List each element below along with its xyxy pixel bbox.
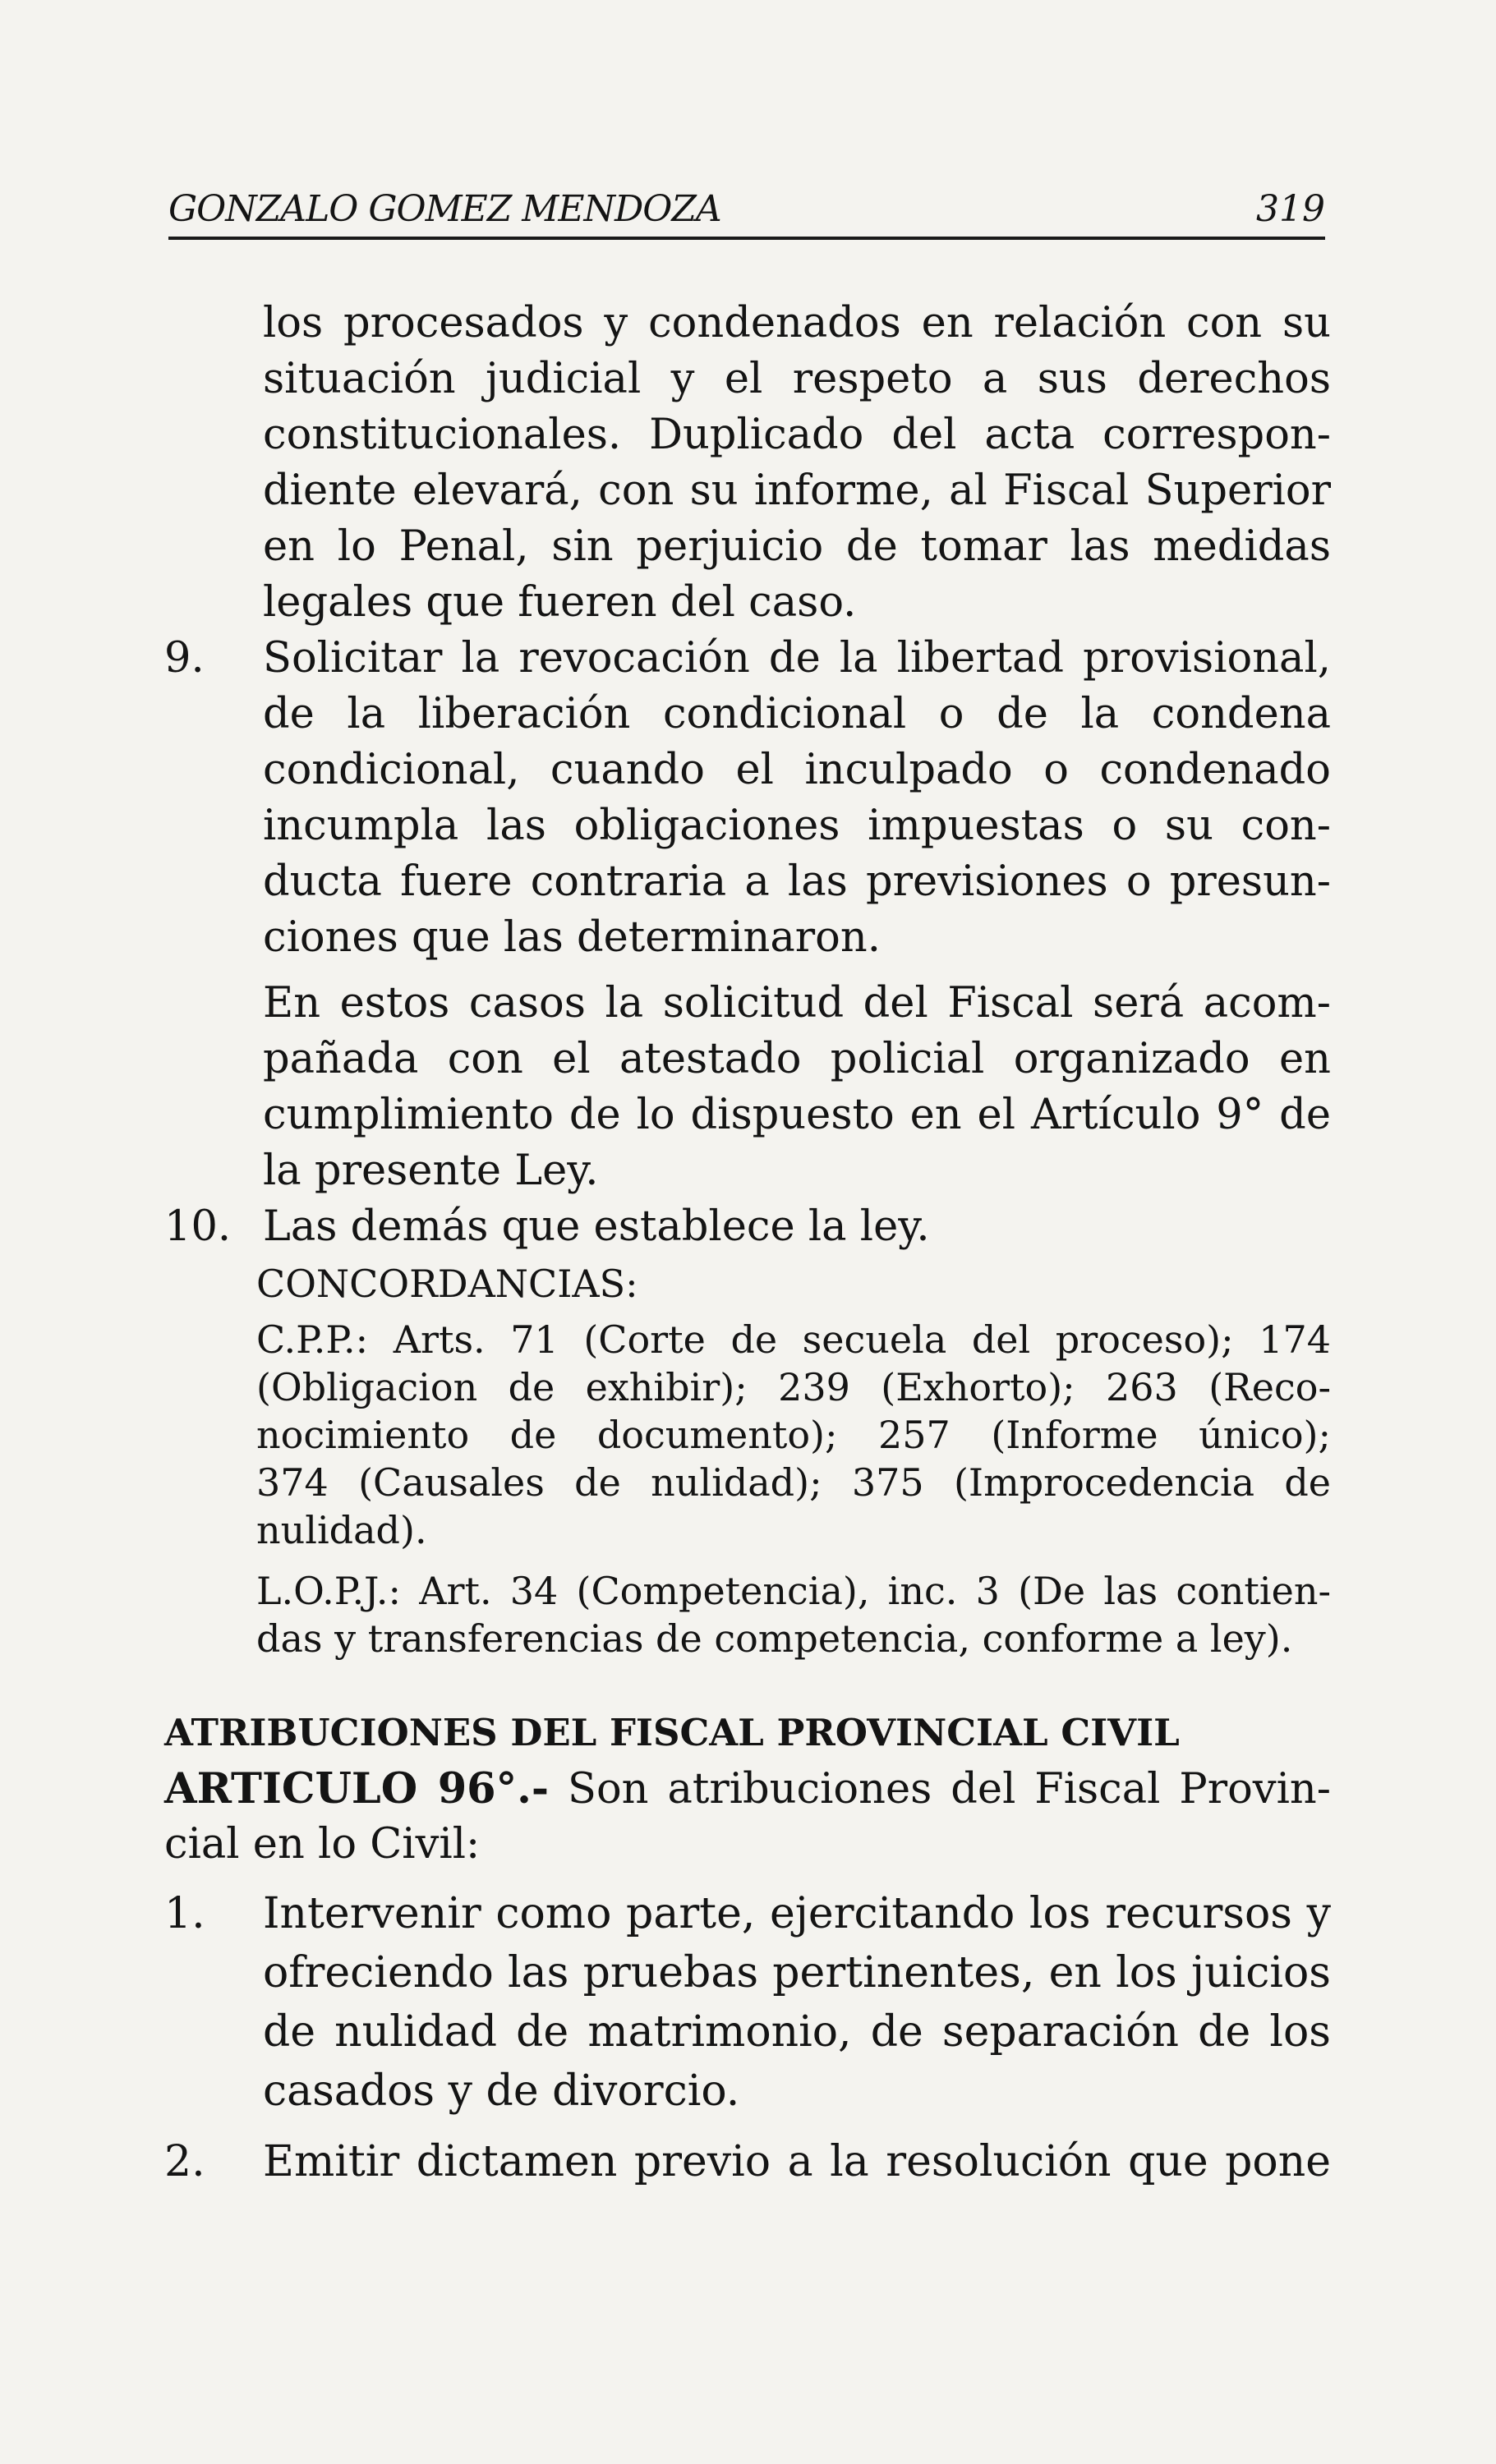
text-line: ducta fuere contraria a las previsiones o presun-: [263, 857, 1331, 906]
header-author: GONZALO GOMEZ MENDOZA: [168, 188, 721, 230]
item-number: 1.: [164, 1889, 205, 1938]
running-header: [168, 179, 1325, 240]
text-line: das y transferencias de competencia, conforme a ley).: [256, 1616, 1293, 1661]
page-body: [164, 296, 1331, 2191]
text-line: de la liberación condicional o de la condena: [263, 690, 1331, 738]
text-line: L.O.P.J.: Art. 34 (Competencia), inc. 3 (De las contien-: [256, 1569, 1331, 1613]
text-line: cial en lo Civil:: [164, 1820, 481, 1869]
text-line: Intervenir como parte, ejercitando los recursos y: [263, 1889, 1331, 1938]
concordancias-title: CONCORDANCIAS:: [256, 1262, 638, 1306]
text-line: ciones que las determinaron.: [263, 913, 881, 962]
text-line: C.P.P.: Arts. 71 (Corte de secuela del proceso); 174: [256, 1317, 1331, 1362]
text-line: pañada con el atestado policial organizado en: [263, 1035, 1331, 1083]
text-line: nulidad).: [256, 1508, 427, 1552]
article-text: Son atribuciones del Fiscal Provin-: [549, 1765, 1331, 1814]
text-line: de nulidad de matrimonio, de separación de los: [263, 2007, 1331, 2057]
list-item-10: [164, 1199, 1331, 1255]
text-line: 374 (Causales de nulidad); 375 (Improcedencia de: [256, 1460, 1331, 1505]
civil-item-2: [164, 2132, 1331, 2191]
item-number: 2.: [164, 2137, 205, 2186]
text-line: los procesados y condenados en relación con su: [263, 299, 1331, 347]
text-line: cumplimiento de lo dispuesto en el Artículo 9° de: [263, 1091, 1331, 1139]
text-line: incumpla las obligaciones impuestas o su con-: [263, 802, 1331, 850]
text-line: constitucionales. Duplicado del acta correspon-: [263, 411, 1331, 459]
article-label: ARTICULO 96°.-: [164, 1764, 550, 1814]
list-item-9: [164, 631, 1331, 1199]
text-line: diente elevará, con su informe, al Fiscal Superior: [263, 467, 1331, 515]
text-line: legales que fueren del caso.: [263, 578, 857, 627]
text-line: la presente Ley.: [263, 1147, 599, 1195]
article-intro: [164, 1761, 1331, 1873]
text-line: en lo Penal, sin perjuicio de tomar las medidas: [263, 522, 1331, 571]
text-line: Las demás que establece la ley.: [263, 1202, 930, 1251]
item-number: 10.: [164, 1202, 232, 1251]
page-number: 319: [1256, 188, 1325, 230]
heading-text: ATRIBUCIONES DEL FISCAL PROVINCIAL CIVIL: [164, 1711, 1180, 1754]
section-heading: [164, 1705, 1331, 1761]
text-line: Emitir dictamen previo a la resolución que pone: [263, 2137, 1331, 2186]
text-line: condicional, cuando el inculpado o condenado: [263, 746, 1331, 794]
text-line: ofreciendo las pruebas pertinentes, en los juicios: [263, 1948, 1331, 1997]
text-line: casados y de divorcio.: [263, 2066, 740, 2116]
item-number: 9.: [164, 634, 205, 683]
text-line: [164, 1761, 1331, 1817]
civil-item-1: [164, 1884, 1331, 2121]
continuation-paragraph: [164, 296, 1331, 631]
text-line: situación judicial y el respeto a sus derechos: [263, 355, 1331, 403]
concordancias-block: [164, 1260, 1331, 1662]
text-line: nocimiento de documento); 257 (Informe único);: [256, 1413, 1331, 1457]
text-line: Solicitar la revocación de la libertad provisional,: [263, 634, 1331, 683]
text-line: (Obligacion de exhibir); 239 (Exhorto); 263 (Reco-: [256, 1365, 1331, 1409]
text-line: En estos casos la solicitud del Fiscal será acom-: [263, 979, 1331, 1027]
